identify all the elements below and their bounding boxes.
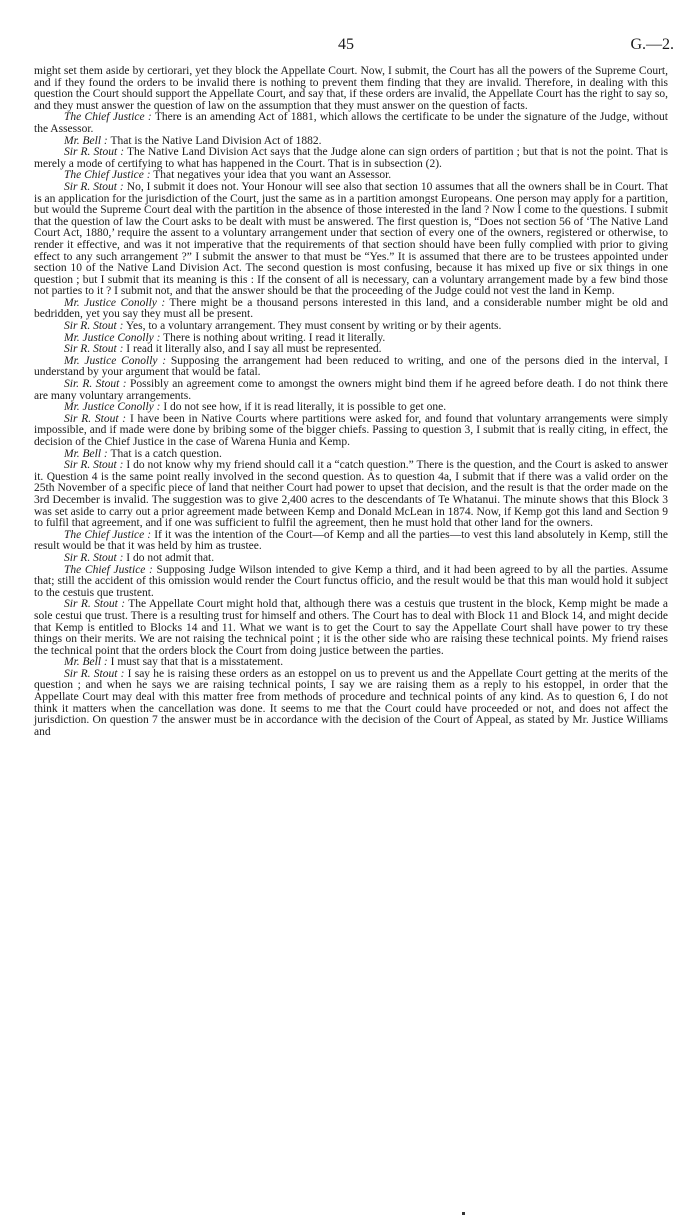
- speaker-name: Sir R. Stout :: [64, 459, 124, 472]
- document-series-code: G.—2.: [630, 36, 674, 53]
- document-body: [34, 66, 668, 738]
- speech-text: I have been in Native Courts where partitions were asked for, and found that voluntary arrangements were simply impossible, and if made were done by bribing some of the bigger chiefs. Passing to question 3, I submit that is really citing, in effect, the decision of the Chief Justice in the case of Warena Hunia and Kemp.: [34, 412, 669, 448]
- speech-paragraph: [34, 356, 668, 379]
- opening-paragraph: might set them aside by certiorari, yet they block the Appellate Court. Now, I submit, the Court has all the powers of the Supreme Court, and if they found the orders to be invalid there is nothing to prevent them finding that they are invalid. Therefore, in dealing with this question the Court should support the Appellate Court, and say that, if these orders are invalid, the Appellate Court has the right to say so, and they must answer the question of law on the assumption that they must answer on the question of facts.: [34, 65, 668, 112]
- speech-text: That is a catch question.: [110, 447, 222, 460]
- speech-paragraph: [34, 530, 668, 553]
- speaker-name: The Chief Justice :: [64, 169, 151, 182]
- speech-text: There is nothing about writing. I read it literally.: [163, 331, 386, 344]
- speech-text: I do not see how, if it is read literally, it is possible to get one.: [163, 401, 447, 414]
- speaker-name: Sir R. Stout :: [64, 146, 125, 159]
- speech-text: I do not know why my friend should call it a “catch question.” There is the question, and the Court is asked to answer it. Question 4 is the same point really involved in the second question. As to question 4a, I submit that if there was a valid order on the 25th November of a specific piece of land that neither Court had power to upset that decision, and the result is that the order made on the 3rd December is invalid. The suggestion was to give 2,400 acres to the descendants of Te Whatanui. The minute shows that this Block 3 was set aside to carry out a prior agreement made between Kemp and Donald McLean in 1874. Now, if Kemp got this land and Section 9 to fulfil that agreement, and if one was sufficient to fulfil the agreement, then he must hold that other land for the owners.: [34, 459, 669, 530]
- speaker-name: Mr. Justice Conolly :: [64, 401, 161, 414]
- speech-text: Yes, to a voluntary arrangement. They must consent by writing or by their agents.: [125, 320, 502, 333]
- speech-text: Supposing Judge Wilson intended to give Kemp a third, and it had been agreed to by all the parties. Assume that; still the accident of this omission would render the Court functus officio, and the result would be that this man would hold it subject to the cestuis que trustent.: [34, 563, 668, 599]
- speaker-name: Sir R. Stout :: [64, 598, 126, 611]
- speech-paragraph: [34, 669, 668, 739]
- speech-text: That negatives your idea that you want an Assessor.: [153, 169, 392, 182]
- speech-paragraph: [34, 414, 668, 449]
- speaker-name: Mr. Justice Conolly :: [64, 296, 166, 309]
- speaker-name: Sir R. Stout :: [64, 180, 124, 193]
- speech-text: That is the Native Land Division Act of 1882.: [110, 134, 322, 147]
- speaker-name: Mr. Bell :: [64, 447, 108, 460]
- speech-text: I do not admit that.: [126, 551, 215, 564]
- speaker-name: Sir R. Stout :: [64, 320, 124, 333]
- speech-text: I must say that that is a misstatement.: [110, 656, 284, 669]
- speech-text: The Native Land Division Act says that the Judge alone can sign orders of partition ; but that is not the point. That is merely a mode of certifying to what has happened in the Court. That is in subsection (2).: [34, 146, 669, 170]
- footer-mark: [462, 1212, 465, 1215]
- speaker-name: Mr. Bell :: [64, 656, 108, 669]
- speaker-name: Sir. R. Stout :: [64, 378, 127, 391]
- speech-paragraph: [34, 565, 668, 600]
- speech-paragraph: [34, 379, 668, 402]
- speaker-name: Mr. Justice Conolly :: [64, 331, 161, 344]
- page-header: [0, 36, 700, 58]
- speech-text: There might be a thousand persons interested in this land, and a considerable number might be old and bedridden, yet you say they must all be present.: [34, 296, 668, 321]
- speaker-name: The Chief Justice :: [64, 111, 152, 124]
- speaker-name: Mr. Justice Conolly :: [64, 354, 167, 367]
- speech-text: I say he is raising these orders as an estoppel on us to prevent us and the Appellate Court getting at the merits of the question ; and when he says we are raising technical points, I say we are raising them as a reply to his estoppel, in order that the Appellate Court may deal with this matter free from methods of procedure and technical points of any kind. As to question 6, I do not think it matters when the cancellation was done. It seems to me that the Court could have proceeded or not, and does not affect the jurisdiction. On question 7 the answer must be in accordance with the decision of the Court of Appeal, as stated by Mr. Justice Williams and: [34, 667, 668, 738]
- speaker-name: The Chief Justice :: [64, 563, 153, 576]
- speaker-name: Sir R. Stout :: [64, 667, 125, 680]
- speaker-name: Mr. Bell :: [64, 134, 108, 147]
- speech-paragraph: [34, 599, 668, 657]
- speaker-name: Sir R. Stout :: [64, 551, 124, 564]
- speech-paragraph: [34, 182, 668, 298]
- speech-text: Possibly an agreement come to amongst the owners might bind them if he agreed before death. I do not think there are many voluntary arrangements.: [34, 378, 669, 402]
- speech-text: I read it literally also, and I say all must be represented.: [126, 343, 382, 356]
- speech-paragraph: [34, 112, 668, 135]
- speech-text: The Appellate Court might hold that, although there was a cestuis que trustent in the block, Kemp might be made a sole cestui que trust. There is a resulting trust for himself and others. The Court has to deal with Block 11 and Block 14, and might decide that Kemp is entitled to Blocks 14 and 11. What we want is to get the Court to say the Appellate Court shall have power to try these things on their merits. We are not raising the technical point ; it is the other side who are raising these technical points. My friend raises the technical point that the orders block the Court from doing justice between the parties.: [34, 598, 668, 657]
- speech-text: No, I submit it does not. Your Honour will see also that section 10 assumes that all the owners shall be in Court. That is an application for the jurisdiction of the Court, just the same as in a partition amongst Europeans. One person may apply for a partition, but would the Supreme Court deal with the partition in the absence of those interested in the land ? Now I come to the questions. I submit that the question of law the Court asks to be dealt with must be answered. The first question is, “Does not section 56 of ‘The Native Land Court Act, 1880,’ require the assent to a voluntary arrangement under that section of every one of the owners, registered or otherwise, to render it effective, and was it not imperative that the requirements of that section should have been fully complied with prior to giving effect to any such arrangement ?” I submit the answer to that must be “Yes.” It is assumed that there are to be trustees appointed under section 10 of the Native Land Division Act. The second question is most confusing, because it has mixed up five or six things in one question ; but I submit that its meaning is this : If the consent of all is necessary, can a voluntary arrangement made by a few bind those not parties to it ? I submit not, and that the answer should be that the proceeding of the Judge could not vest the land in Kemp.: [34, 180, 669, 298]
- speech-text: If it was the intention of the Court—of Kemp and all the parties—to vest this land absolutely in Kemp, still the result would be that it was held by him as trustee.: [34, 528, 668, 553]
- speech-paragraph: [34, 460, 668, 530]
- speech-text: Supposing the arrangement had been reduced to writing, and one of the persons died in the interval, I understand by your argument that would be fatal.: [34, 354, 668, 379]
- page-number: 45: [338, 36, 354, 53]
- speaker-name: Sir R. Stout :: [64, 343, 124, 356]
- speaker-name: Sir R. Stout :: [64, 412, 127, 425]
- speech-paragraph: [34, 298, 668, 321]
- speaker-name: The Chief Justice :: [64, 528, 152, 541]
- paragraph-list: [34, 112, 668, 738]
- speech-text: There is an amending Act of 1881, which allows the certificate to be under the signature of the Judge, without the Assessor.: [34, 111, 668, 135]
- speech-paragraph: [34, 147, 668, 170]
